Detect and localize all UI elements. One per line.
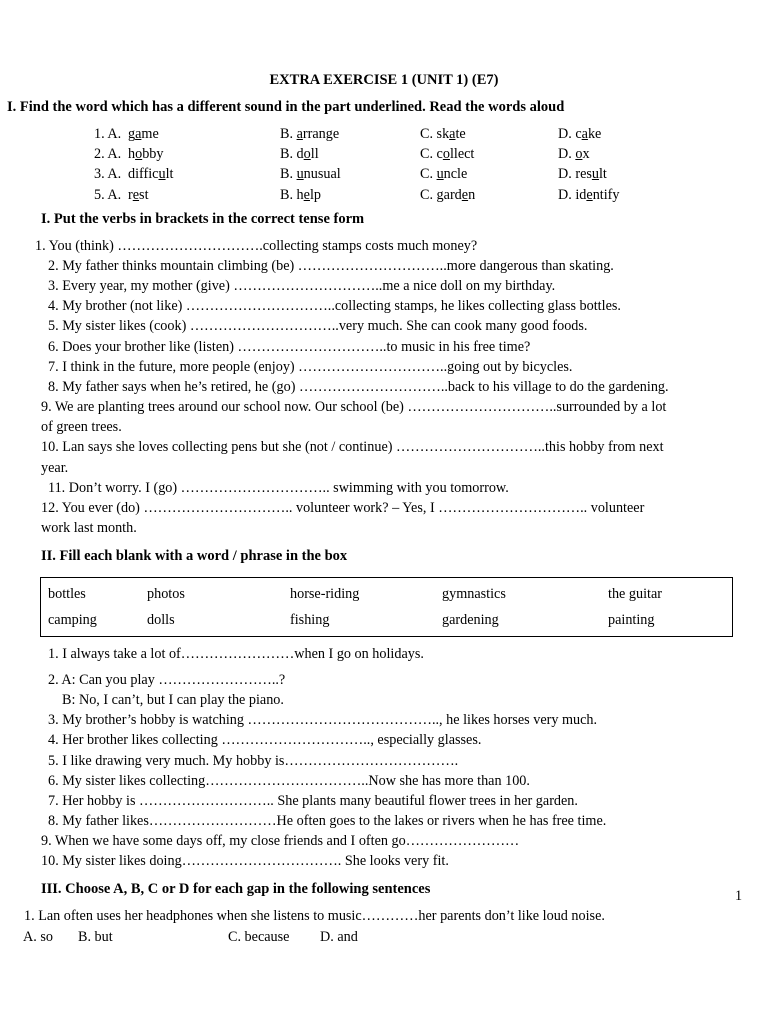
answer-option-b: B. doll <box>280 146 319 162</box>
answer-option-d: D. ox <box>558 146 590 162</box>
answer-option-b: B. unusual <box>280 166 341 182</box>
exercise-line: 8. My father says when he’s retired, he (go) …………………………..back to his village to do the gardening. <box>48 379 669 395</box>
exercise-line: 7. Her hobby is ……………………….. She plants many beautiful flower trees in her garden. <box>48 793 578 809</box>
answer-option-c: C. uncle <box>420 166 468 182</box>
word-box-item: dolls <box>147 612 175 628</box>
word-box-item: gymnastics <box>442 586 506 602</box>
answer-option-d: D. result <box>558 166 607 182</box>
word-box-item: gardening <box>442 612 499 628</box>
answer-option-c: C. garden <box>420 187 476 203</box>
question-number: 3. A. <box>94 166 122 182</box>
exercise-line: 4. My brother (not like) …………………………..collecting stamps, he likes collecting glass bottles. <box>48 298 621 314</box>
exercise-line: 10. Lan says she loves collecting pens but she (not / continue) …………………………..this hobby from next <box>41 439 664 455</box>
exercise-line: 4. Her brother likes collecting ………………………….., especially glasses. <box>48 732 482 748</box>
question-text: 1. Lan often uses her headphones when she listens to music…………her parents don’t like loud noise. <box>24 908 605 924</box>
word-box-item: the guitar <box>608 586 662 602</box>
exercise-line: 2. My father thinks mountain climbing (be) …………………………..more dangerous than skating. <box>48 258 614 274</box>
answer-option-c: C. skate <box>420 126 466 142</box>
answer-option-a: game <box>128 126 159 142</box>
exercise-line: 8. My father likes………………………He often goes to the lakes or rivers when he has free time. <box>48 813 607 829</box>
answer-option-b: B. help <box>280 187 322 203</box>
exercise-line: B: No, I can’t, but I can play the piano. <box>62 692 284 708</box>
exercise-line: 11. Don’t worry. I (go) ………………………….. swimming with you tomorrow. <box>48 480 509 496</box>
exercise-line: 6. Does your brother like (listen) …………………………..to music in his free time? <box>48 339 531 355</box>
exercise-line: 9. We are planting trees around our school now. Our school (be) …………………………..surrounded by a lot <box>41 399 667 415</box>
word-box <box>40 577 733 637</box>
option-d: D. and <box>320 929 358 945</box>
section4-heading: III. Choose A, B, C or D for each gap in the following sentences <box>41 881 431 897</box>
section3-heading: II. Fill each blank with a word / phrase in the box <box>41 548 348 564</box>
answer-option-a: hobby <box>128 146 164 162</box>
exercise-line: of green trees. <box>41 419 122 435</box>
word-box-item: camping <box>48 612 97 628</box>
exercise-line: 5. My sister likes (cook) …………………………..very much. She can cook many good foods. <box>48 318 588 334</box>
exercise-line: 10. My sister likes doing……………………………. She looks very fit. <box>41 853 449 869</box>
exercise-line: 9. When we have some days off, my close friends and I often go…………………… <box>41 833 520 849</box>
page-number: 1 <box>735 888 743 904</box>
answer-option-a: difficult <box>128 166 174 182</box>
answer-option-d: D. cake <box>558 126 602 142</box>
answer-option-c: C. collect <box>420 146 475 162</box>
exercise-line: work last month. <box>41 520 137 536</box>
answer-option-b: B. arrange <box>280 126 340 142</box>
answer-option-a: rest <box>128 187 149 203</box>
section1-heading: I. Find the word which has a different sound in the part underlined. Read the words aloud <box>7 99 565 115</box>
word-box-item: painting <box>608 612 655 628</box>
exercise-line: year. <box>41 460 69 476</box>
section2-heading: I. Put the verbs in brackets in the correct tense form <box>41 211 365 227</box>
word-box-item: fishing <box>290 612 330 628</box>
exercise-line: 1. I always take a lot of……………………when I go on holidays. <box>48 646 424 662</box>
word-box-item: bottles <box>48 586 86 602</box>
exercise-line: 6. My sister likes collecting……………………………..Now she has more than 100. <box>48 773 530 789</box>
page-title: EXTRA EXERCISE 1 (UNIT 1) (E7) <box>269 72 499 88</box>
question-number: 5. A. <box>94 187 122 203</box>
exercise-line: 12. You ever (do) ………………………….. volunteer work? – Yes, I ………………………….. volunteer <box>41 500 645 516</box>
question-number: 1. A. <box>94 126 122 142</box>
exercise-line: 1. You (think) ………………………….collecting stamps costs much money? <box>35 238 478 254</box>
question-number: 2. A. <box>94 146 122 162</box>
option-c: C. because <box>228 929 290 945</box>
option-a: A. so <box>23 929 53 945</box>
exercise-line: 2. A: Can you play ……………………..? <box>48 672 286 688</box>
exercise-line: 5. I like drawing very much. My hobby is………………………………. <box>48 753 459 769</box>
answer-option-d: D. identify <box>558 187 620 203</box>
word-box-item: horse-riding <box>290 586 360 602</box>
exercise-line: 3. My brother’s hobby is watching ………………………………….., he likes horses very much. <box>48 712 598 728</box>
exercise-line: 7. I think in the future, more people (enjoy) …………………………..going out by bicycles. <box>48 359 573 375</box>
exercise-line: 3. Every year, my mother (give) …………………………..me a nice doll on my birthday. <box>48 278 556 294</box>
word-box-item: photos <box>147 586 185 602</box>
option-b: B. but <box>78 929 113 945</box>
